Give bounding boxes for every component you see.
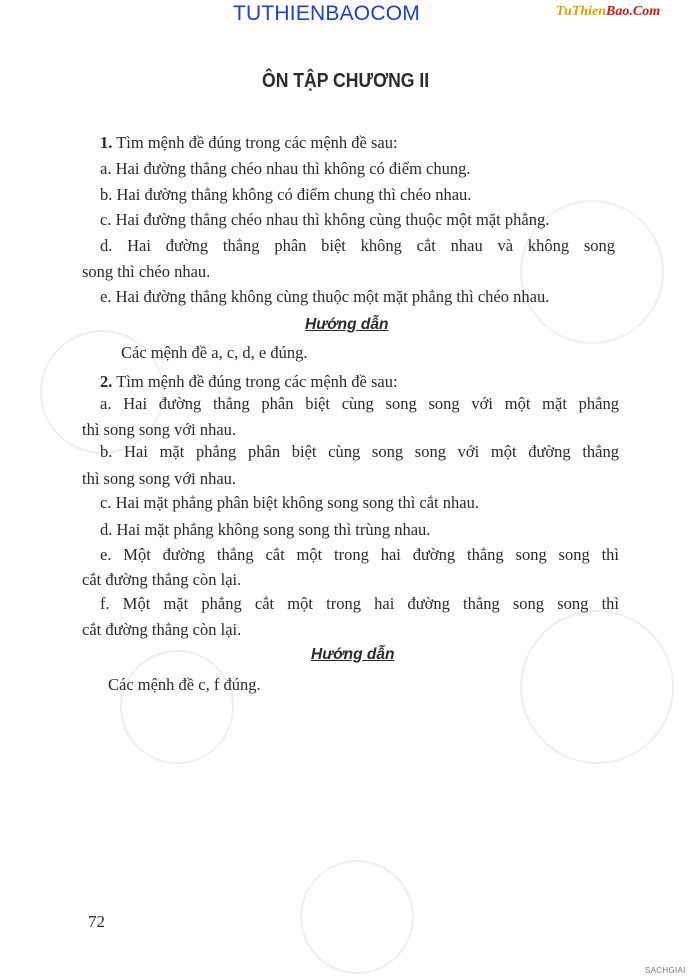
page-number: 72 bbox=[88, 912, 105, 931]
exercise-2-option-e-line2: cắt đường thẳng còn lại. bbox=[82, 570, 242, 589]
exercise-2-option-f-line2: cắt đường thẳng còn lại. bbox=[82, 620, 242, 639]
exercise-2-option-a-line2: thì song song với nhau. bbox=[82, 420, 237, 439]
exercise-2-option-f-line1: f. Một mặt phẳng cắt một trong hai đường thẳng song song thì bbox=[100, 594, 619, 613]
logo-text-part2: Bao.Com bbox=[606, 4, 661, 19]
logo-text-part1: TuThien bbox=[556, 4, 607, 19]
exercise-2-option-a-line1: a. Hai đường thẳng phân biệt cùng song song với một mặt phẳng bbox=[100, 394, 619, 413]
exercise-1-number: 1. bbox=[100, 133, 113, 152]
chapter-title: ÔN TẬP CHƯƠNG II bbox=[262, 70, 430, 92]
exercise-1-option-e: e. Hai đường thẳng không cùng thuộc một mặt phẳng thì chéo nhau. bbox=[100, 287, 550, 306]
exercise-2-prompt bbox=[100, 372, 398, 392]
exercise-2-option-d: d. Hai mặt phẳng không song song thì trùng nhau. bbox=[100, 520, 431, 539]
exercise-2-option-b-line2: thì song song với nhau. bbox=[82, 469, 237, 488]
exercise-2-option-e-line1: e. Một đường thẳng cắt một trong hai đường thẳng song song thì bbox=[100, 545, 619, 564]
exercise-1-option-c: c. Hai đường thẳng chéo nhau thì không cùng thuộc một mặt phẳng. bbox=[100, 210, 550, 229]
site-header-title: TUTHIENBAOCOM bbox=[233, 2, 420, 25]
exercise-1-prompt bbox=[100, 133, 398, 153]
exercise-2-number: 2. bbox=[100, 372, 113, 391]
exercise-1-guide-title: Hướng dẫn bbox=[305, 316, 389, 333]
exercise-1-option-b: b. Hai đường thẳng không có điểm chung thì chéo nhau. bbox=[100, 185, 472, 204]
exercise-1-option-d-line2: song thì chéo nhau. bbox=[82, 262, 211, 281]
exercise-1-option-d-line1: d. Hai đường thẳng phân biệt không cắt nhau và không song bbox=[100, 236, 615, 255]
footer-watermark-text: SACHGIAI bbox=[645, 966, 686, 975]
exercise-2-option-c: c. Hai mặt phẳng phân biệt không song song thì cắt nhau. bbox=[100, 493, 479, 512]
exercise-2-guide-title: Hướng dẫn bbox=[311, 646, 395, 663]
watermark-circle bbox=[120, 650, 234, 764]
site-logo bbox=[556, 4, 660, 20]
exercise-2-prompt-text: Tìm mệnh đề đúng trong các mệnh đề sau: bbox=[116, 372, 398, 391]
watermark-circle bbox=[520, 610, 674, 764]
exercise-2-option-b-line1: b. Hai mặt phẳng phân biệt cùng song song với một đường thẳng bbox=[100, 442, 619, 461]
exercise-1-prompt-text: Tìm mệnh đề đúng trong các mệnh đề sau: bbox=[116, 133, 398, 152]
exercise-1-option-a: a. Hai đường thẳng chéo nhau thì không có điểm chung. bbox=[100, 159, 471, 178]
exercise-1-answer: Các mệnh đề a, c, d, e đúng. bbox=[121, 343, 308, 362]
watermark-circle bbox=[300, 860, 414, 974]
exercise-2-answer: Các mệnh đề c, f đúng. bbox=[108, 675, 261, 694]
